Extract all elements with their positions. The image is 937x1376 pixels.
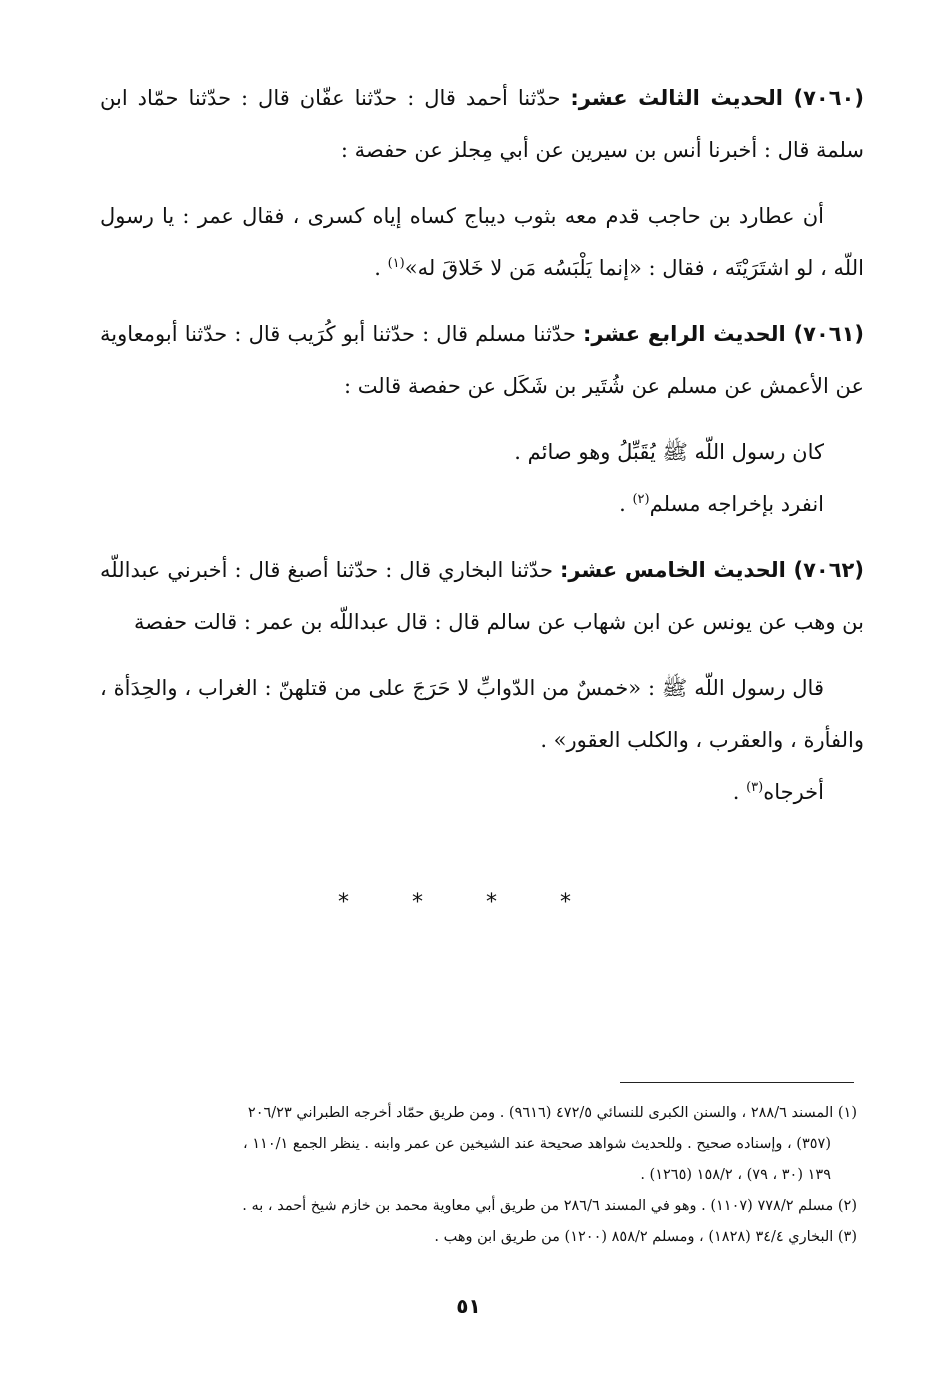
footnote-2: (٢) مسلم ٧٧٨/٢ (١١٠٧) . وهو في المسند ٢٨٦/٦ من طريق أبي معاوية محمد بن خازم شيخ أحمد ، به . [242,1198,857,1214]
hadith-7062-note [100,766,864,818]
footnotes [95,1098,857,1253]
hadith-7060-end: . [374,256,388,280]
page-number: ٥١ [456,1294,481,1318]
hadith-7062-chain: حدّثنا البخاري قال : حدّثنا أصبغ قال : أخبرني عبداللّه بن وهب عن يونس عن ابن شهاب عن سالم قال : قال عبداللّه بن عمر : قالت حفصة [100,558,864,634]
hadith-7062-heading: (٧٠٦٢) الحديث الخامس عشر: [560,558,864,582]
hadith-7061-chain: حدّثنا مسلم قال : حدّثنا أبو كُرَيب قال : حدّثنا أبومعاوية عن الأعمش عن مسلم عن شُتَير بن شَكَل عن حفصة قالت : [100,322,864,398]
section-separator: * * * * [338,890,599,915]
hadith-7060-matn: أن عطارد بن حاجب قدم معه بثوب ديباج كساه إياه كسرى ، فقال عمر : يا رسول اللّه ، لو اشتَرَيْتَه ، فقال : «إنما يَلْبَسُه مَن لا خَلاقَ له» [100,204,864,280]
footnote-3: (٣) البخاري ٣٤/٤ (١٨٢٨) ، ومسلم ٨٥٨/٢ (١٢٠٠) من طريق ابن وهب . [434,1229,857,1245]
hadith-7062-note-end: . [732,780,747,804]
hadith-7060-heading: (٧٠٦٠) الحديث الثالث عشر: [570,86,864,110]
footnote-1-line-2: (٣٥٧) ، وإسناده صحيح . وللحديث شواهد صحيحة عند الشيخين عن عمر وابنه . ينظر الجمع ١١٠/١ ، [242,1136,831,1152]
hadith-7062-text: قال رسول اللّه ﷺ : «خمسٌ من الدّوابِّ لا حَرَجَ على من قتلهنّ : الغراب ، والحِدَأة ، والفأرة ، والعقرب ، والكلب العقور» . [100,676,864,752]
hadith-7061-note-end: . [619,492,633,516]
hadith-7062-isnad [100,544,864,648]
hadith-7060-isnad [100,72,864,176]
hadith-7060-text [100,190,864,294]
hadith-7061-heading: (٧٠٦١) الحديث الرابع عشر: [582,322,865,346]
footnote-divider [620,1082,854,1083]
hadith-7061-text: كان رسول اللّه ﷺ يُقَبِّلُ وهو صائم . [514,440,824,464]
main-text [100,72,864,832]
footnote-1-line-1: (١) المسند ٢٨٨/٦ ، والسنن الكبرى للنسائي ٤٧٢/٥ (٩٦١٦) . ومن طريق حمّاد أخرجه الطبراني ٢٠٦/٢٣ [247,1105,857,1121]
hadith-7061-isnad [100,308,864,412]
hadith-7061-note-text: انفرد بإخراجه مسلم [649,492,824,516]
hadith-7061-note [100,478,864,530]
footnote-ref-1[interactable]: (١) [387,256,405,271]
footnote-ref-3[interactable]: (٣) [746,780,764,795]
footnote-ref-2[interactable]: (٢) [632,492,650,507]
footnote-1-line-3: ١٣٩ (٣٠ ، ٧٩) ، ١٥٨/٢ (١٢٦٥) . [640,1167,831,1183]
hadith-7060-chain: حدّثنا أحمد قال : حدّثنا عفّان قال : حدّثنا حمّاد ابن سلمة قال : أخبرنا أنس بن سيرين عن أبي مِجلز عن حفصة : [100,86,864,162]
hadith-7062-note-text: أخرجاه [763,780,824,804]
